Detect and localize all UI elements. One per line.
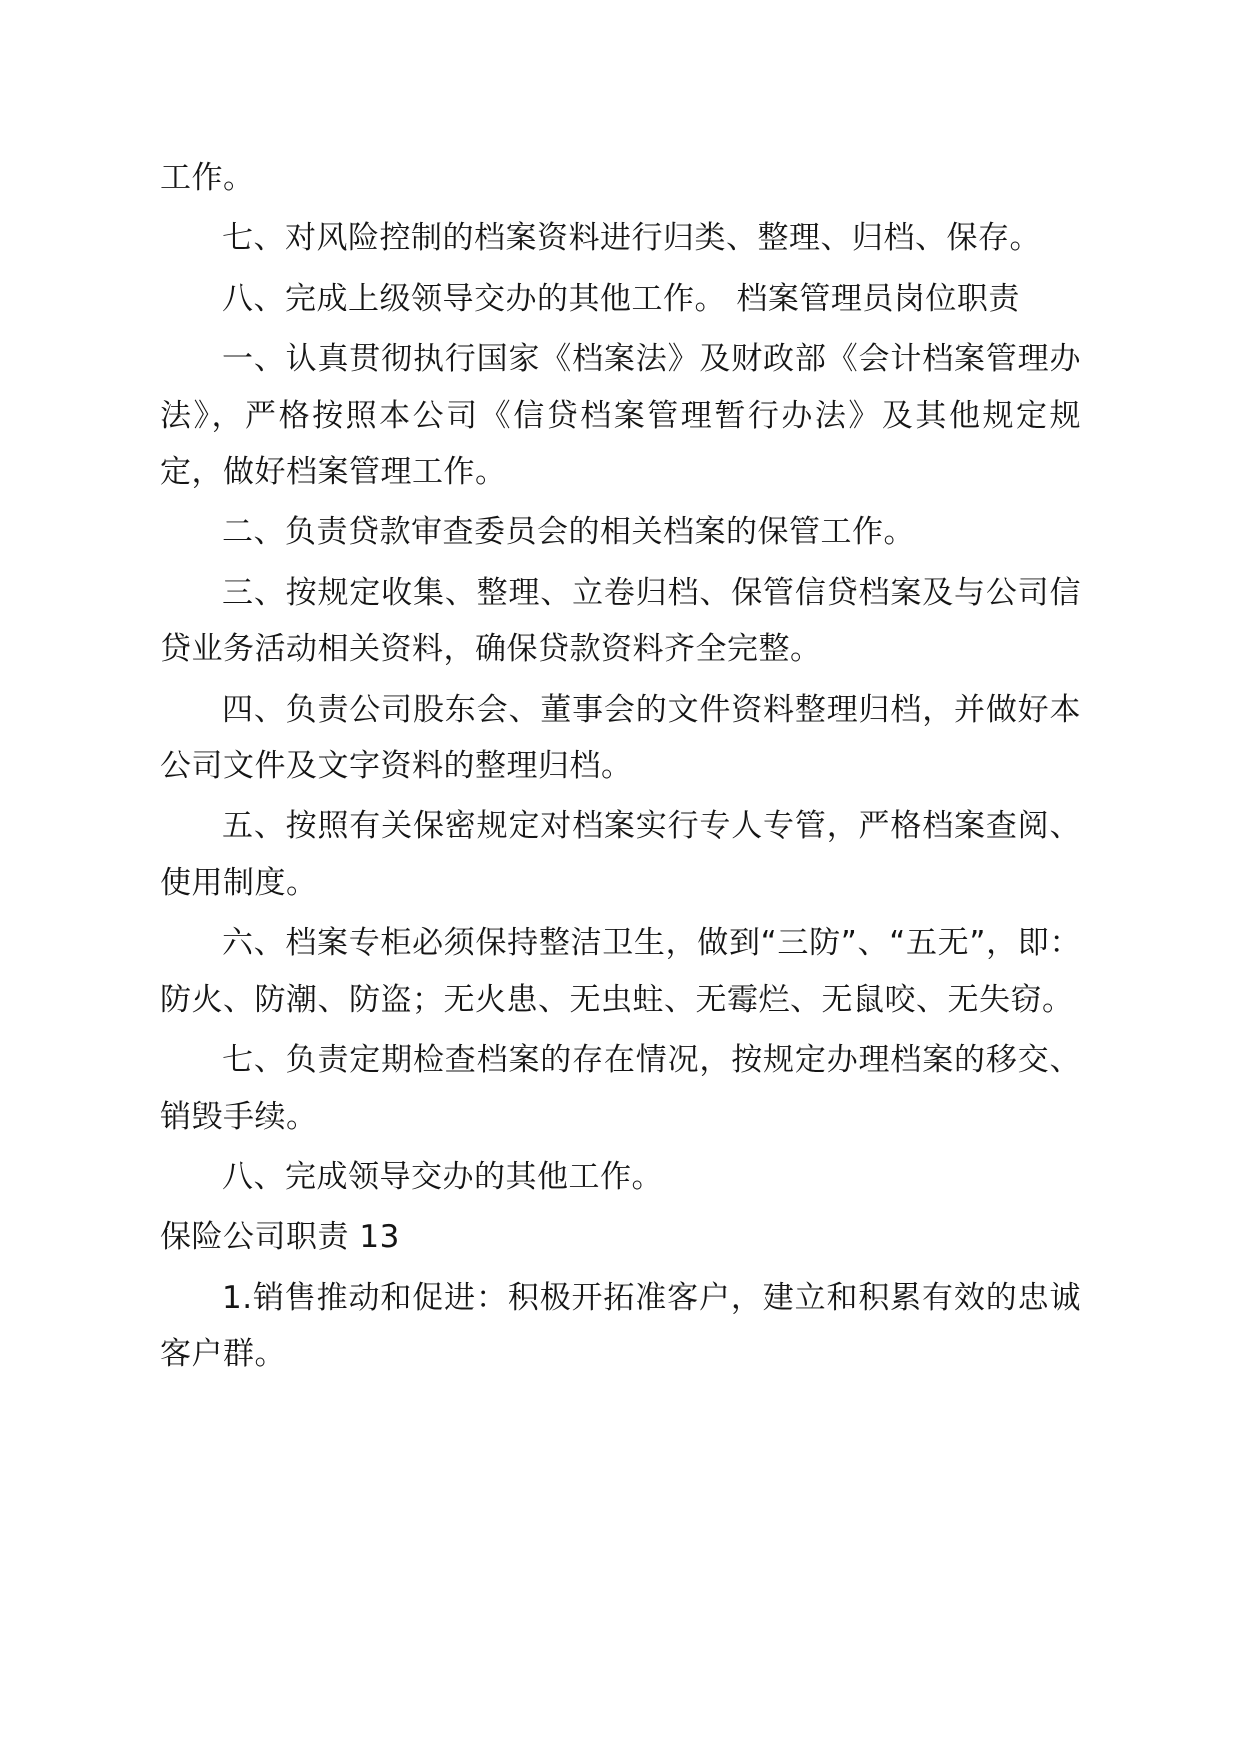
paragraph: 一、认真贯彻执行国家《档案法》及财政部《会计档案管理办法》，严格按照本公司《信贷档案管理暂行办法》及其他规定规定，做好档案管理工作。 <box>160 341 1081 491</box>
paragraph: 三、按规定收集、整理、立卷归档、保管信贷档案及与公司信贷业务活动相关资料，确保贷款资料齐全完整。 <box>160 574 1081 668</box>
paragraph: 八、完成领导交办的其他工作。 <box>222 1158 663 1195</box>
section-heading: 保险公司职责 13 <box>160 1219 400 1256</box>
paragraph: 七、负责定期检查档案的存在情况，按规定办理档案的移交、销毁手续。 <box>160 1042 1081 1135</box>
paragraph: 五、按照有关保密规定对档案实行专人专管，严格档案查阅、使用制度。 <box>160 808 1081 901</box>
paragraph: 七、对风险控制的档案资料进行归类、整理、归档、保存。 <box>222 220 1041 257</box>
paragraph: 八、完成上级领导交办的其他工作。 档案管理员岗位职责 <box>222 280 1020 317</box>
paragraph: 二、负责贷款审查委员会的相关档案的保管工作。 <box>222 514 915 551</box>
paragraph: 工作。 <box>160 160 255 196</box>
document-body <box>160 150 1081 1383</box>
paragraph: 六、档案专柜必须保持整洁卫生，做到“三防”、“五无”，即：防火、防潮、防盗；无火患、无虫蛀、无霉烂、无鼠咬、无失窃。 <box>160 925 1081 1018</box>
paragraph: 四、负责公司股东会、董事会的文件资料整理归档，并做好本公司文件及文字资料的整理归档。 <box>160 691 1081 785</box>
paragraph: 1.销售推动和促进：积极开拓准客户，建立和积累有效的忠诚客户群。 <box>160 1279 1081 1373</box>
